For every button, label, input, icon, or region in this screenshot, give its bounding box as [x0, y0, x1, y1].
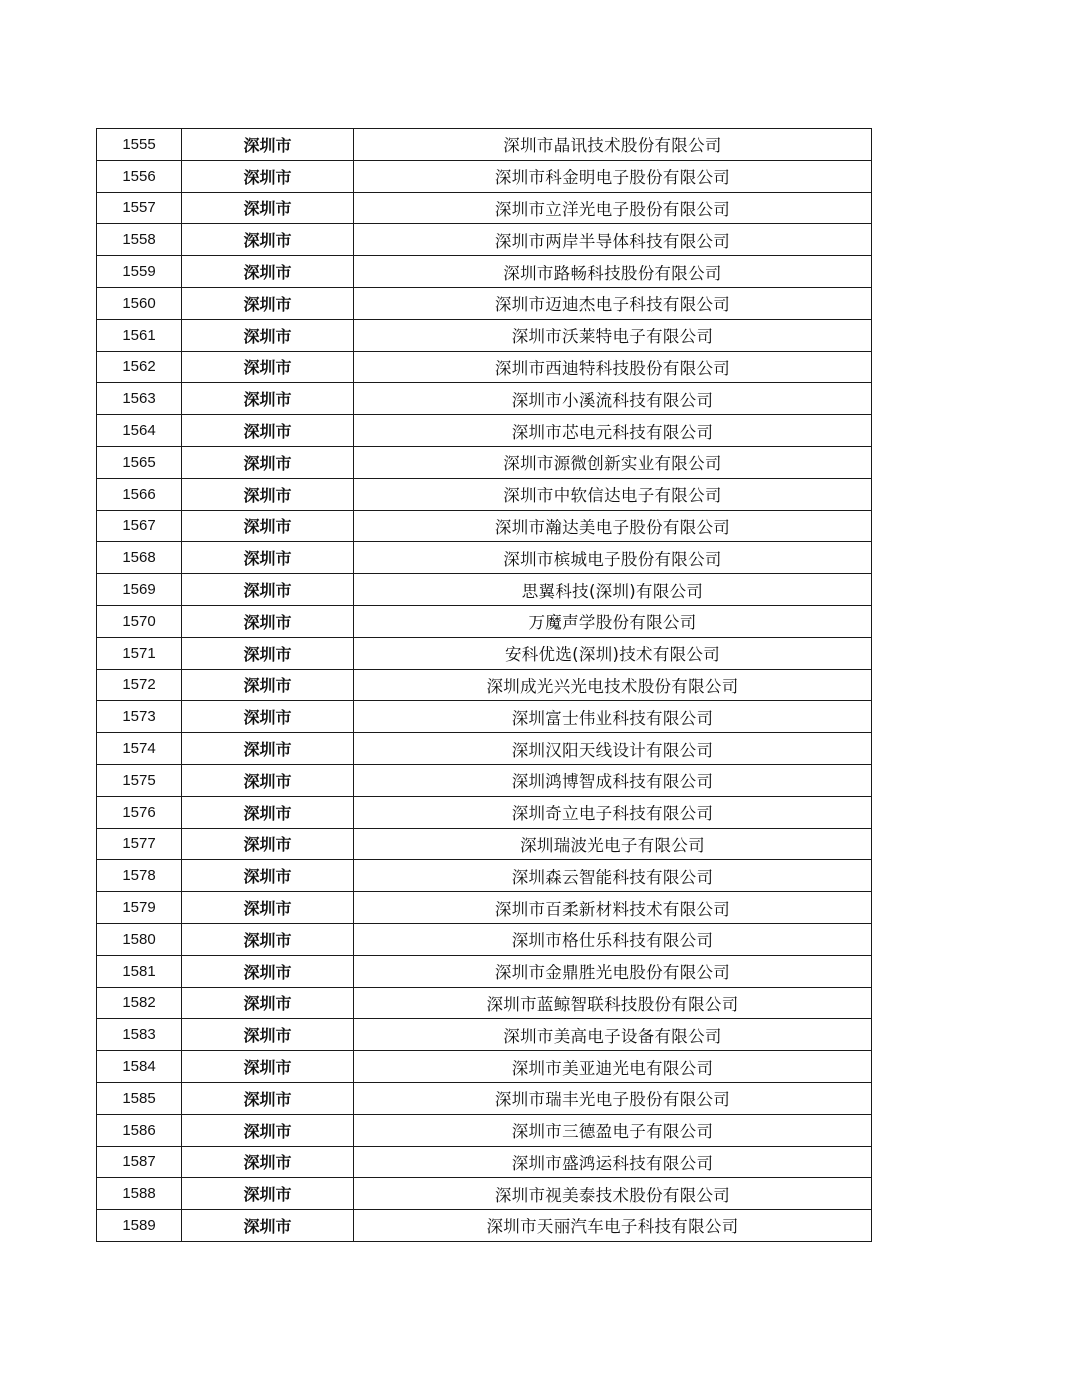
city-cell: 深圳市: [182, 1019, 354, 1051]
company-name-cell: 深圳市美高电子设备有限公司: [354, 1019, 872, 1051]
city-cell: 深圳市: [182, 446, 354, 478]
table-row: [97, 1178, 872, 1210]
row-number-cell: 1588: [97, 1178, 182, 1210]
row-number-cell: 1571: [97, 637, 182, 669]
company-name-cell: 深圳市蓝鲸智联科技股份有限公司: [354, 987, 872, 1019]
row-number-cell: 1584: [97, 1051, 182, 1083]
table-row: [97, 955, 872, 987]
row-number-cell: 1565: [97, 446, 182, 478]
city-cell: 深圳市: [182, 1051, 354, 1083]
row-number-cell: 1574: [97, 733, 182, 765]
row-number-cell: 1559: [97, 256, 182, 288]
row-number-cell: 1560: [97, 287, 182, 319]
row-number-cell: 1557: [97, 192, 182, 224]
table-row: [97, 701, 872, 733]
city-cell: 深圳市: [182, 574, 354, 606]
row-number-cell: 1586: [97, 1114, 182, 1146]
row-number-cell: 1566: [97, 478, 182, 510]
company-name-cell: 深圳鸿博智成科技有限公司: [354, 764, 872, 796]
company-name-cell: 深圳市芯电元科技有限公司: [354, 415, 872, 447]
company-name-cell: 深圳汉阳天线设计有限公司: [354, 733, 872, 765]
city-cell: 深圳市: [182, 160, 354, 192]
company-name-cell: 深圳市西迪特科技股份有限公司: [354, 351, 872, 383]
company-name-cell: 深圳市源微创新实业有限公司: [354, 446, 872, 478]
row-number-cell: 1576: [97, 796, 182, 828]
company-name-cell: 安科优选(深圳)技术有限公司: [354, 637, 872, 669]
company-name-cell: 思翼科技(深圳)有限公司: [354, 574, 872, 606]
company-name-cell: 深圳市瑞丰光电子股份有限公司: [354, 1082, 872, 1114]
city-cell: 深圳市: [182, 224, 354, 256]
row-number-cell: 1561: [97, 319, 182, 351]
table-row: [97, 1082, 872, 1114]
row-number-cell: 1556: [97, 160, 182, 192]
company-name-cell: 深圳市路畅科技股份有限公司: [354, 256, 872, 288]
row-number-cell: 1568: [97, 542, 182, 574]
row-number-cell: 1575: [97, 764, 182, 796]
company-name-cell: 深圳市立洋光电子股份有限公司: [354, 192, 872, 224]
table-row: [97, 1051, 872, 1083]
company-name-cell: 深圳市天丽汽车电子科技有限公司: [354, 1210, 872, 1242]
city-cell: 深圳市: [182, 860, 354, 892]
company-name-cell: 深圳市瀚达美电子股份有限公司: [354, 510, 872, 542]
city-cell: 深圳市: [182, 828, 354, 860]
table-row: [97, 1114, 872, 1146]
row-number-cell: 1562: [97, 351, 182, 383]
table-row: [97, 224, 872, 256]
city-cell: 深圳市: [182, 1146, 354, 1178]
row-number-cell: 1570: [97, 605, 182, 637]
table-row: [97, 383, 872, 415]
table-row: [97, 192, 872, 224]
row-number-cell: 1564: [97, 415, 182, 447]
table-row: [97, 892, 872, 924]
row-number-cell: 1563: [97, 383, 182, 415]
city-cell: 深圳市: [182, 955, 354, 987]
company-name-cell: 深圳市科金明电子股份有限公司: [354, 160, 872, 192]
city-cell: 深圳市: [182, 796, 354, 828]
table-row: [97, 319, 872, 351]
city-cell: 深圳市: [182, 764, 354, 796]
table-row: [97, 669, 872, 701]
company-name-cell: 深圳成光兴光电技术股份有限公司: [354, 669, 872, 701]
city-cell: 深圳市: [182, 287, 354, 319]
city-cell: 深圳市: [182, 478, 354, 510]
table-row: [97, 542, 872, 574]
table-row: [97, 574, 872, 606]
table-row: [97, 446, 872, 478]
company-name-cell: 深圳市百柔新材料技术有限公司: [354, 892, 872, 924]
company-name-cell: 深圳市沃莱特电子有限公司: [354, 319, 872, 351]
table-row: [97, 923, 872, 955]
company-name-cell: 深圳市小溪流科技有限公司: [354, 383, 872, 415]
company-name-cell: 深圳瑞波光电子有限公司: [354, 828, 872, 860]
city-cell: 深圳市: [182, 733, 354, 765]
city-cell: 深圳市: [182, 1082, 354, 1114]
company-name-cell: 深圳市两岸半导体科技有限公司: [354, 224, 872, 256]
table-row: [97, 733, 872, 765]
table-row: [97, 860, 872, 892]
company-name-cell: 深圳奇立电子科技有限公司: [354, 796, 872, 828]
company-name-cell: 深圳市金鼎胜光电股份有限公司: [354, 955, 872, 987]
company-name-cell: 深圳森云智能科技有限公司: [354, 860, 872, 892]
city-cell: 深圳市: [182, 637, 354, 669]
company-name-cell: 深圳市视美泰技术股份有限公司: [354, 1178, 872, 1210]
table-row: [97, 510, 872, 542]
company-name-cell: 深圳市晶讯技术股份有限公司: [354, 129, 872, 161]
company-name-cell: 深圳富士伟业科技有限公司: [354, 701, 872, 733]
row-number-cell: 1580: [97, 923, 182, 955]
table-row: [97, 828, 872, 860]
city-cell: 深圳市: [182, 319, 354, 351]
city-cell: 深圳市: [182, 1178, 354, 1210]
company-list-table: [96, 128, 872, 1242]
table-row: [97, 256, 872, 288]
city-cell: 深圳市: [182, 892, 354, 924]
table-row: [97, 287, 872, 319]
city-cell: 深圳市: [182, 192, 354, 224]
city-cell: 深圳市: [182, 987, 354, 1019]
row-number-cell: 1583: [97, 1019, 182, 1051]
table-row: [97, 478, 872, 510]
city-cell: 深圳市: [182, 542, 354, 574]
table-row: [97, 1146, 872, 1178]
company-name-cell: 深圳市中软信达电子有限公司: [354, 478, 872, 510]
company-name-cell: 深圳市格仕乐科技有限公司: [354, 923, 872, 955]
table-row: [97, 987, 872, 1019]
company-name-cell: 万魔声学股份有限公司: [354, 605, 872, 637]
company-name-cell: 深圳市槟城电子股份有限公司: [354, 542, 872, 574]
table-row: [97, 764, 872, 796]
table-row: [97, 796, 872, 828]
row-number-cell: 1555: [97, 129, 182, 161]
city-cell: 深圳市: [182, 701, 354, 733]
company-name-cell: 深圳市美亚迪光电有限公司: [354, 1051, 872, 1083]
row-number-cell: 1579: [97, 892, 182, 924]
table-row: [97, 415, 872, 447]
table-row: [97, 1210, 872, 1242]
row-number-cell: 1567: [97, 510, 182, 542]
row-number-cell: 1587: [97, 1146, 182, 1178]
city-cell: 深圳市: [182, 351, 354, 383]
table-body: [97, 129, 872, 1242]
row-number-cell: 1578: [97, 860, 182, 892]
row-number-cell: 1585: [97, 1082, 182, 1114]
city-cell: 深圳市: [182, 256, 354, 288]
city-cell: 深圳市: [182, 415, 354, 447]
city-cell: 深圳市: [182, 605, 354, 637]
row-number-cell: 1581: [97, 955, 182, 987]
row-number-cell: 1582: [97, 987, 182, 1019]
table-row: [97, 637, 872, 669]
table-row: [97, 1019, 872, 1051]
city-cell: 深圳市: [182, 383, 354, 415]
row-number-cell: 1569: [97, 574, 182, 606]
table-row: [97, 351, 872, 383]
company-name-cell: 深圳市迈迪杰电子科技有限公司: [354, 287, 872, 319]
row-number-cell: 1589: [97, 1210, 182, 1242]
row-number-cell: 1577: [97, 828, 182, 860]
company-name-cell: 深圳市三德盈电子有限公司: [354, 1114, 872, 1146]
city-cell: 深圳市: [182, 129, 354, 161]
city-cell: 深圳市: [182, 669, 354, 701]
city-cell: 深圳市: [182, 1210, 354, 1242]
table-row: [97, 129, 872, 161]
city-cell: 深圳市: [182, 923, 354, 955]
row-number-cell: 1573: [97, 701, 182, 733]
row-number-cell: 1558: [97, 224, 182, 256]
table-row: [97, 160, 872, 192]
table-row: [97, 605, 872, 637]
company-name-cell: 深圳市盛鸿运科技有限公司: [354, 1146, 872, 1178]
city-cell: 深圳市: [182, 510, 354, 542]
city-cell: 深圳市: [182, 1114, 354, 1146]
row-number-cell: 1572: [97, 669, 182, 701]
